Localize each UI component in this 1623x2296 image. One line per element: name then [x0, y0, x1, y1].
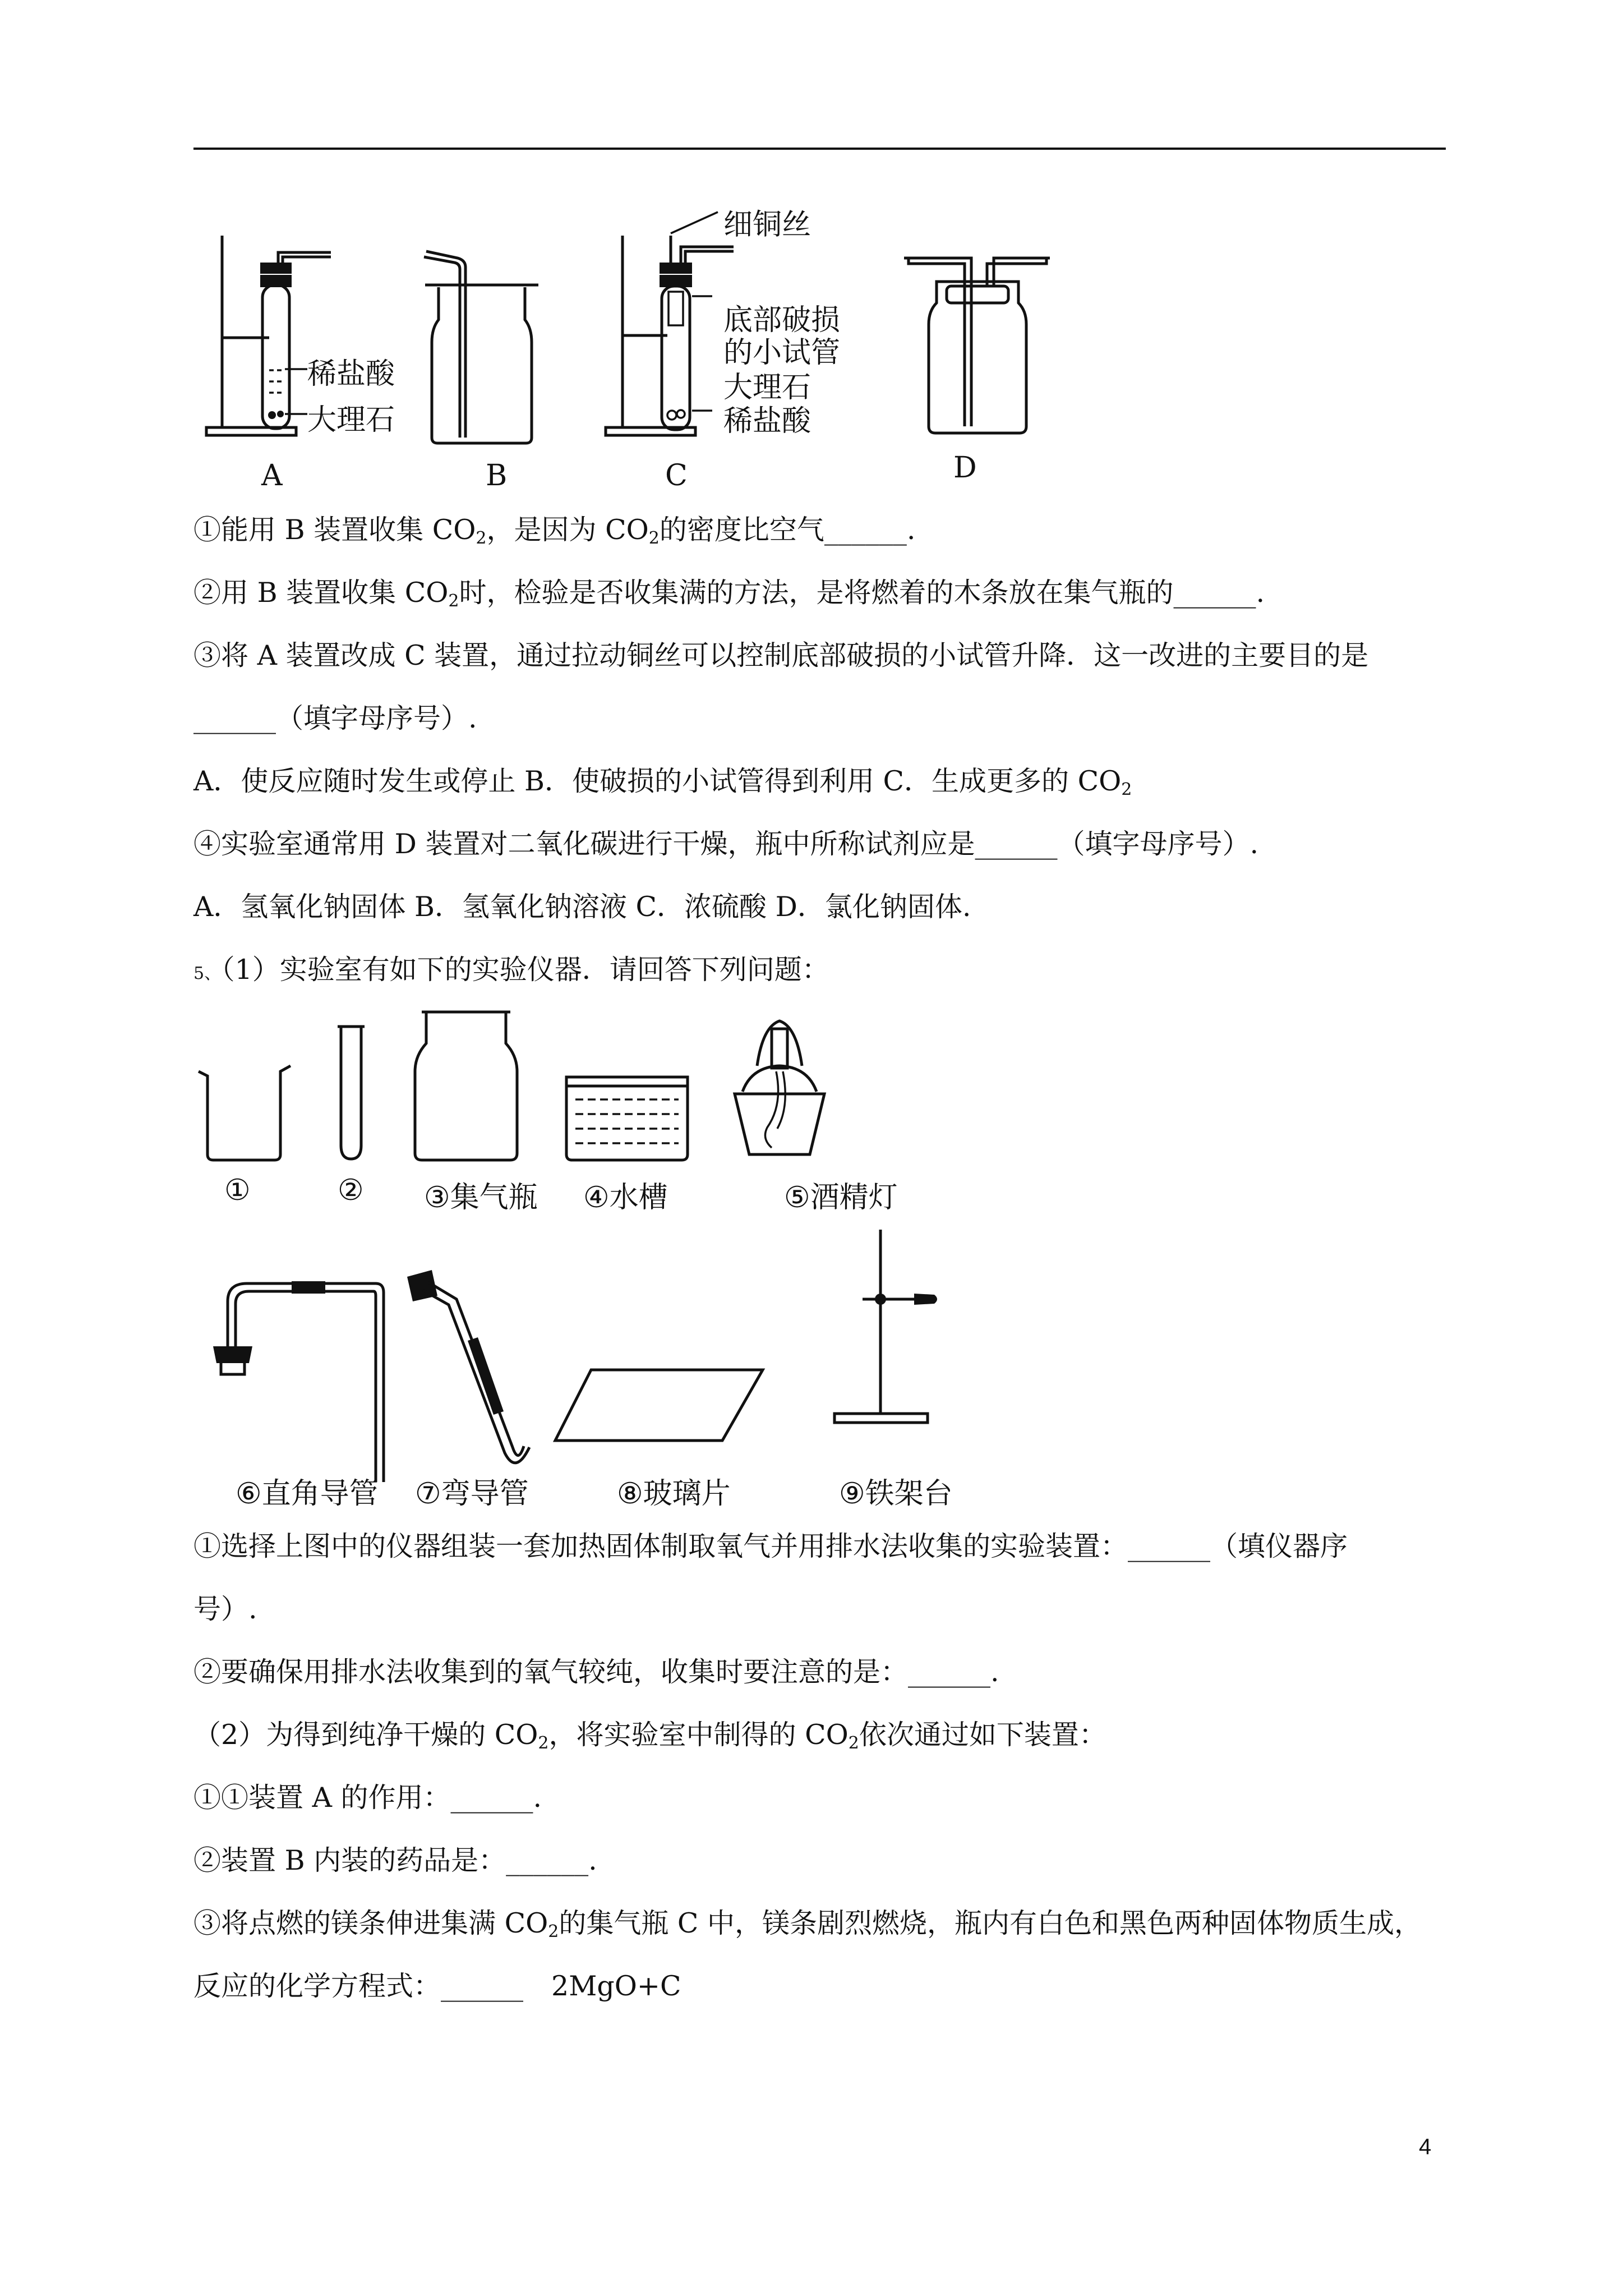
q5-line-8: 反应的化学方程式：______ 2MgO+C — [193, 1970, 681, 2002]
q5-line-5: ①①装置 A 的作用：______. — [193, 1782, 542, 1814]
apparatus-c-caption: C — [665, 459, 688, 493]
apparatus-a-caption: A — [261, 459, 283, 493]
q5-line-6: ②装置 B 内装的药品是：______. — [193, 1844, 597, 1876]
caption-6-right-angle-tube: ⑥直角导管 — [236, 1477, 379, 1511]
q5-heading: 5、（1）实验室有如下的实验仪器．请回答下列问题： — [193, 954, 829, 986]
q5-line-7: ③将点燃的镁条伸进集满 $CO_2$的集气瓶 C 中，镁条剧烈燃烧，瓶内有白色和黑色两种固体物质生成， — [193, 1907, 1422, 1941]
apparatus-b-drawing — [424, 251, 538, 443]
apparatus-c-label-tube-2: 的小试管 — [723, 336, 841, 370]
instruments-row-2 — [191, 1223, 976, 1487]
glass-plate-drawing — [555, 1370, 763, 1441]
right-angle-tube-drawing — [213, 1281, 384, 1482]
apparatus-c-label-acid: 稀盐酸 — [723, 404, 811, 438]
q5-line-1: ①选择上图中的仪器组装一套加热固体制取氧气并用排水法收集的实验装置：______（填仪器序 — [193, 1530, 1348, 1562]
apparatus-a-label-marble: 大理石 — [307, 403, 395, 437]
q4-line-3: ③将 A 装置改成 C 装置，通过拉动铜丝可以控制底部破损的小试管升降．这一改进的主要目的是 — [193, 639, 1369, 671]
water-trough-drawing — [566, 1077, 688, 1160]
q5-line-4: （2）为得到纯净干燥的 $CO_2$，将实验室中制得的 $CO_2$依次通过如下装置： — [193, 1719, 1106, 1753]
bent-tube-drawing — [407, 1270, 529, 1463]
header-rule — [193, 148, 1446, 150]
q4-line-1: ①能用 B 装置收集 $CO_2$，是因为 $CO_2$的密度比空气______. — [193, 514, 916, 548]
test-tube-drawing — [338, 1027, 365, 1159]
caption-3-gas-jar: ③集气瓶 — [424, 1181, 538, 1214]
caption-9-iron-stand: ⑨铁架台 — [839, 1477, 953, 1511]
caption-4-water-trough: ④水槽 — [583, 1181, 668, 1214]
q5-line-2: 号）. — [193, 1593, 257, 1625]
instruments-row-1 — [191, 1004, 976, 1172]
apparatus-c-label-marble: 大理石 — [723, 371, 811, 404]
apparatus-b-caption: B — [486, 459, 508, 493]
caption-8-glass-plate: ⑧玻璃片 — [617, 1477, 731, 1511]
q4-line-2: ②用 B 装置收集 $CO_2$时，检验是否收集满的方法，是将燃着的木条放在集气瓶的______. — [193, 577, 1265, 611]
apparatus-c-label-wire: 细铜丝 — [723, 208, 811, 242]
apparatus-d-caption: D — [953, 451, 977, 485]
iron-stand-drawing — [834, 1230, 937, 1423]
caption-5-alcohol-lamp: ⑤酒精灯 — [784, 1181, 898, 1214]
apparatus-c-drawing — [606, 212, 734, 435]
gas-jar-drawing — [415, 1012, 517, 1160]
alcohol-lamp-drawing — [735, 1021, 824, 1154]
caption-7-bent-tube: ⑦弯导管 — [415, 1477, 529, 1511]
caption-1: ① — [224, 1174, 251, 1207]
page-number: 4 — [1419, 2134, 1432, 2159]
apparatus-d-drawing — [904, 257, 1050, 433]
q4-line-7: A．氢氧化钠固体 B．氢氧化钠溶液 C．浓硫酸 D．氯化钠固体. — [193, 891, 971, 923]
q4-line-4: ______（填字母序号）. — [193, 702, 477, 734]
q4-line-6: ④实验室通常用 D 装置对二氧化碳进行干燥，瓶中所称试剂应是______（填字母序号）. — [193, 828, 1259, 860]
apparatus-a-label-acid: 稀盐酸 — [307, 357, 395, 391]
beaker-drawing — [199, 1066, 291, 1160]
q4-line-5: A．使反应随时发生或停止 B．使破损的小试管得到利用 C．生成更多的 $CO_2$ — [193, 765, 1132, 799]
caption-2: ② — [338, 1174, 364, 1207]
apparatus-c-label-tube-1: 底部破损 — [723, 303, 841, 337]
q5-line-3: ②要确保用排水法收集到的氧气较纯，收集时要注意的是：______. — [193, 1656, 999, 1688]
